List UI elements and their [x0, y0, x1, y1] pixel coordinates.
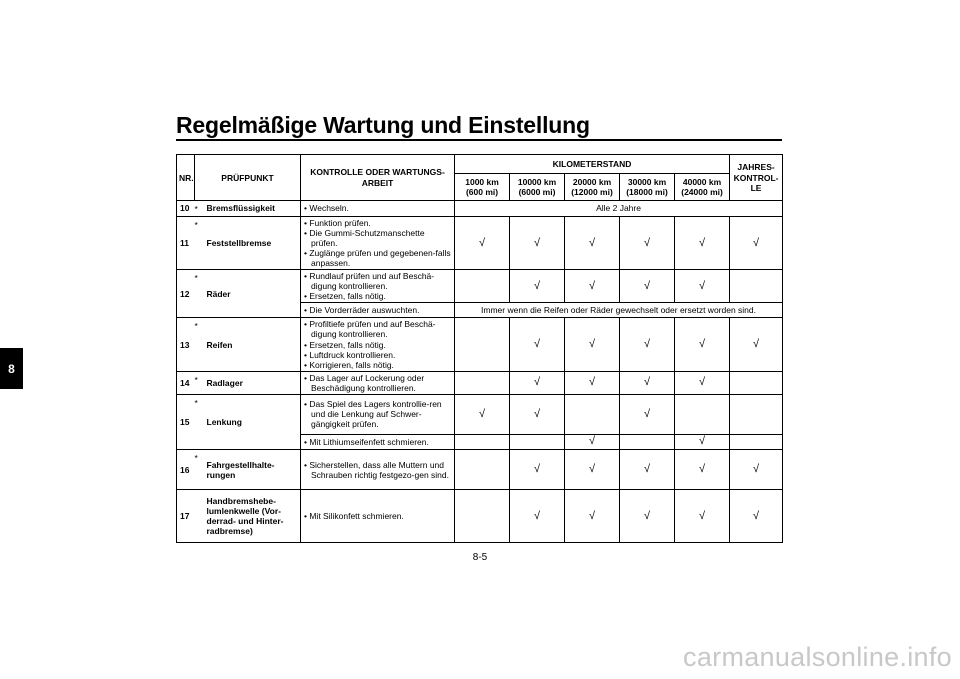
action-line: • Profiltiefe prüfen und auf Beschä-digung kontrollieren.: [304, 319, 436, 340]
header-nr: NR.: [177, 155, 195, 201]
check-mark: √: [675, 371, 730, 394]
action-line: • Die Gummi-Schutzmanschette prüfen.: [304, 227, 425, 248]
page-title: Regelmäßige Wartung und Einstellung: [176, 112, 590, 138]
row-number: 14: [177, 371, 195, 394]
check-mark: √: [620, 450, 675, 490]
table-row: [177, 490, 783, 543]
empty-cell: [455, 434, 510, 449]
action-line: • Mit Silikonfett schmieren.: [304, 511, 404, 522]
header-km-1000: 1000 km (600 mi): [455, 173, 510, 201]
row-action: [301, 490, 455, 543]
row-star: *: [195, 318, 205, 372]
row-number: 16: [177, 450, 195, 490]
row-action: [301, 318, 455, 372]
empty-cell: [730, 371, 783, 394]
check-mark: √: [675, 434, 730, 449]
row-item: Räder: [205, 270, 301, 318]
row-star: [195, 490, 205, 543]
empty-cell: [565, 394, 620, 434]
row-number: 10: [177, 201, 195, 216]
check-mark: √: [510, 216, 565, 270]
check-mark: √: [565, 371, 620, 394]
check-mark: √: [455, 394, 510, 434]
row-number: 17: [177, 490, 195, 543]
table-row: [177, 270, 783, 303]
row-item: Fahrgestellhalte-rungen: [205, 450, 301, 490]
check-mark: √: [730, 318, 783, 372]
check-mark: √: [730, 490, 783, 543]
row-action: [301, 394, 455, 434]
row-number: 13: [177, 318, 195, 372]
action-line: • Wechseln.: [304, 203, 349, 214]
check-mark: √: [565, 270, 620, 303]
row-item: Radlager: [205, 371, 301, 394]
action-line: • Rundlauf prüfen und auf Beschä-digung kontrollieren.: [304, 270, 435, 292]
check-mark: √: [455, 216, 510, 270]
empty-cell: [510, 434, 565, 449]
row-interval-note: Alle 2 Jahre: [455, 201, 783, 216]
action-line: • Mit Lithiumseifenfett schmieren.: [304, 436, 429, 447]
row-action: [301, 302, 455, 317]
check-mark: √: [620, 371, 675, 394]
row-item: Handbremshebe-lumlenkwelle (Vor-derrad- und Hinter-radbremse): [205, 490, 301, 543]
empty-cell: [455, 371, 510, 394]
row-action: [301, 371, 455, 394]
check-mark: √: [510, 371, 565, 394]
header-action: KONTROLLE ODER WARTUNGS-ARBEIT: [301, 155, 455, 201]
empty-cell: [675, 394, 730, 434]
check-mark: √: [730, 216, 783, 270]
watermark: carmanualsonline.info: [683, 642, 952, 672]
row-number: 12: [177, 270, 195, 318]
table-row: [177, 318, 783, 372]
check-mark: √: [510, 450, 565, 490]
empty-cell: [730, 270, 783, 303]
action-line: • Zuglänge prüfen und gegebenen-falls anpassen.: [304, 248, 451, 269]
empty-cell: [455, 490, 510, 543]
table-row: [177, 371, 783, 394]
header-km-group: KILOMETERSTAND: [455, 155, 730, 174]
header-km-40000: 40000 km (24000 mi): [675, 173, 730, 201]
check-mark: √: [620, 270, 675, 303]
maintenance-table: [176, 154, 783, 543]
table-row: [177, 450, 783, 490]
empty-cell: [455, 270, 510, 303]
row-action: [301, 216, 455, 270]
action-line: • Sicherstellen, dass alle Muttern und Schrauben richtig festgezo-gen sind.: [304, 459, 449, 480]
check-mark: √: [565, 434, 620, 449]
check-mark: √: [565, 216, 620, 270]
action-line: • Die Vorderräder auswuchten.: [304, 305, 420, 316]
title-rule: [176, 139, 782, 141]
row-star: *: [195, 371, 205, 394]
header-km-10000: 10000 km (6000 mi): [510, 173, 565, 201]
check-mark: √: [675, 216, 730, 270]
header-annual: JAHRES-KONTROL-LE: [730, 155, 783, 201]
row-item: Feststellbremse: [205, 216, 301, 270]
page-number: 8-5: [472, 552, 488, 563]
empty-cell: [455, 318, 510, 372]
check-mark: √: [620, 490, 675, 543]
empty-cell: [455, 450, 510, 490]
chapter-tab: 8: [0, 348, 23, 389]
row-star: *: [195, 216, 205, 270]
check-mark: √: [675, 450, 730, 490]
check-mark: √: [565, 318, 620, 372]
check-mark: √: [510, 394, 565, 434]
row-action: [301, 201, 455, 216]
check-mark: √: [510, 318, 565, 372]
empty-cell: [730, 394, 783, 434]
row-number: 11: [177, 216, 195, 270]
row-item: Lenkung: [205, 394, 301, 450]
action-line: • Das Lager auf Lockerung oder Beschädigung kontrollieren.: [304, 372, 425, 393]
empty-cell: [620, 434, 675, 449]
table-row: [177, 216, 783, 270]
header-item: PRÜFPUNKT: [195, 155, 301, 201]
check-mark: √: [675, 490, 730, 543]
check-mark: √: [620, 318, 675, 372]
check-mark: √: [565, 490, 620, 543]
check-mark: √: [620, 394, 675, 434]
action-line: • Das Spiel des Lagers kontrollie-ren und die Lenkung auf Schwer-gängigkeit prüfen.: [304, 398, 442, 430]
row-action: [301, 270, 455, 303]
row-star: *: [195, 394, 205, 450]
header-km-30000: 30000 km (18000 mi): [620, 173, 675, 201]
table-row: [177, 201, 783, 216]
check-mark: √: [675, 270, 730, 303]
header-km-20000: 20000 km (12000 mi): [565, 173, 620, 201]
check-mark: √: [730, 450, 783, 490]
action-line: • Korrigieren, falls nötig.: [304, 359, 394, 370]
action-line: • Funktion prüfen.: [304, 217, 371, 228]
row-action: [301, 434, 455, 449]
action-line: • Ersetzen, falls nötig.: [304, 291, 386, 302]
row-item: Reifen: [205, 318, 301, 372]
check-mark: √: [620, 216, 675, 270]
row-action: [301, 450, 455, 490]
action-line: • Luftdruck kontrollieren.: [304, 349, 396, 360]
check-mark: √: [565, 450, 620, 490]
action-line: • Ersetzen, falls nötig.: [304, 339, 386, 350]
row-star: *: [195, 450, 205, 490]
row-interval-note: Immer wenn die Reifen oder Räder gewechselt oder ersetzt worden sind.: [455, 302, 783, 317]
table-row: [177, 394, 783, 434]
check-mark: √: [675, 318, 730, 372]
row-item: Bremsflüssigkeit: [205, 201, 301, 216]
row-star: *: [195, 270, 205, 318]
row-number: 15: [177, 394, 195, 450]
check-mark: √: [510, 490, 565, 543]
row-star: *: [195, 201, 205, 216]
empty-cell: [730, 434, 783, 449]
check-mark: √: [510, 270, 565, 303]
